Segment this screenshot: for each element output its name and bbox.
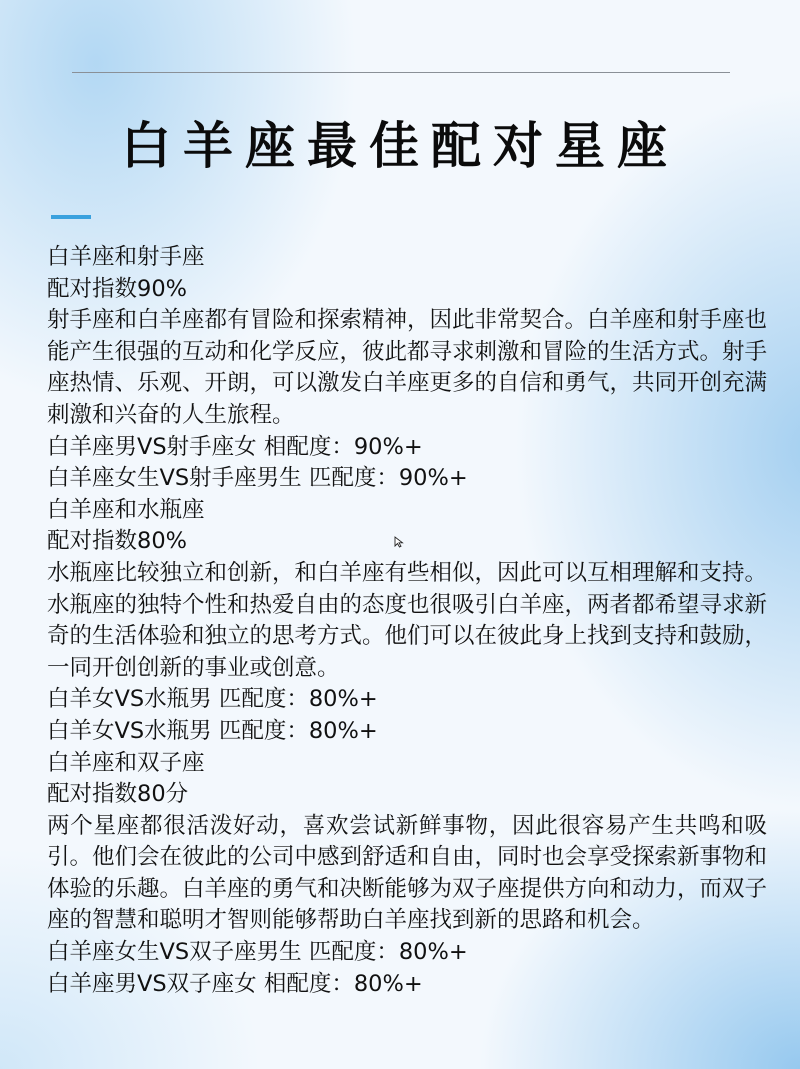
- title-accent-bar: [51, 215, 91, 219]
- match-index: 配对指数80%: [47, 528, 188, 555]
- pairing-section-aquarius: [47, 495, 767, 748]
- match-line: 白羊座男VS射手座女 相配度：90%+: [47, 433, 423, 460]
- section-description: 水瓶座比较独立和创新，和白羊座有些相似，因此可以互相理解和支持。水瓶座的独特个性和热爱自由的态度也很吸引白羊座，两者都希望寻求新奇的生活体验和独立的思考方式。他们可以在彼此身上找到支持和鼓励，一同开创创新的事业或创意。: [47, 559, 768, 681]
- section-heading: 白羊座和双子座: [47, 749, 205, 776]
- match-index: 配对指数80分: [47, 781, 189, 808]
- mouse-cursor-icon: [394, 536, 404, 548]
- pairing-section-gemini: [47, 748, 767, 1001]
- match-line: 白羊女VS水瓶男 匹配度：80%+: [47, 686, 378, 713]
- match-line: 白羊座女生VS射手座男生 匹配度：90%+: [47, 465, 468, 492]
- top-divider: [72, 72, 730, 73]
- section-description: 两个星座都很活泼好动，喜欢尝试新鲜事物，因此很容易产生共鸣和吸引。他们会在彼此的公司中感到舒适和自由，同时也会享受探索新事物和体验的乐趣。白羊座的勇气和决断能够为双子座提供方向和动力，而双子座的智慧和聪明才智则能够帮助白羊座找到新的思路和机会。: [47, 812, 768, 934]
- match-line: 白羊座女生VS双子座男生 匹配度：80%+: [47, 939, 468, 966]
- section-heading: 白羊座和水瓶座: [47, 496, 205, 523]
- article-body: [47, 242, 767, 1000]
- match-line: 白羊座男VS双子座女 相配度：80%+: [47, 970, 423, 997]
- section-heading: 白羊座和射手座: [47, 244, 205, 270]
- match-index: 配对指数90%: [47, 275, 188, 302]
- pairing-section-sagittarius: [47, 242, 767, 495]
- section-description: 射手座和白羊座都有冒险和探索精神，因此非常契合。白羊座和射手座也能产生很强的互动和化学反应，彼此都寻求刺激和冒险的生活方式。射手座热情、乐观、开朗，可以激发白羊座更多的自信和勇气，共同开创充满刺激和兴奋的人生旅程。: [47, 307, 768, 428]
- match-line: 白羊女VS水瓶男 匹配度：80%+: [47, 717, 378, 744]
- page-title: 白羊座最佳配对星座: [121, 116, 679, 175]
